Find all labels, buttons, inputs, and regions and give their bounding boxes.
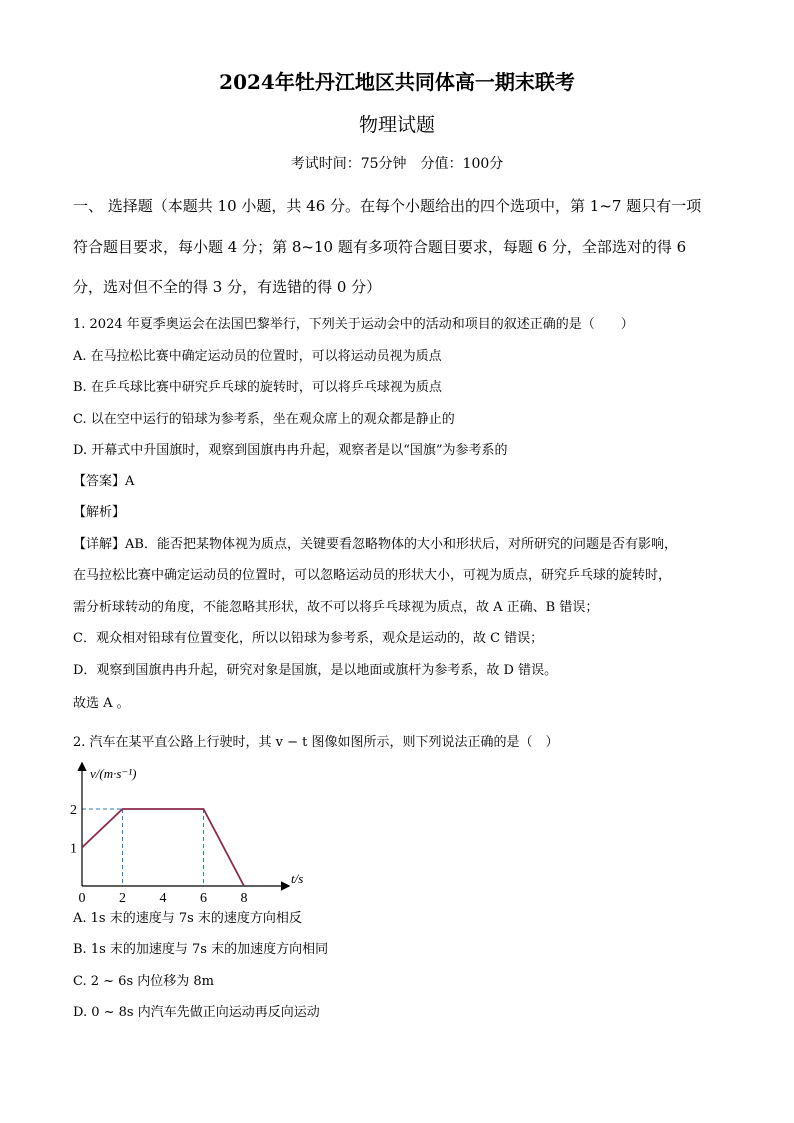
question-2-option-a: A. 1s 末的速度与 7s 末的速度方向相反	[73, 911, 302, 926]
dashed-guides	[82, 809, 204, 886]
section-heading-line: 符合题目要求，每小题 4 分；第 8~10 题有多项符合题目要求，每题 6 分，全部选对的得 6	[73, 238, 687, 256]
section-heading-line: 一、 选择题（本题共 10 小题，共 46 分。在每个小题给出的四个选项中，第 1~7 题只有一项	[73, 197, 702, 215]
question-2-option-b: B. 1s 末的加速度与 7s 末的加速度方向相同	[73, 942, 329, 957]
question-1-explanation-line: 需分析球转动的角度，不能忽略其形状，故不可以将乒乓球视为质点，故 A 正确、B 错误；	[73, 600, 599, 615]
question-1-option-c: C. 以在空中运行的铅球为参考系，坐在观众席上的观众都是静止的	[73, 412, 455, 427]
question-1-analysis-label: 【解析】	[73, 505, 126, 520]
question-1-option-b: B. 在乒乓球比赛中研究乒乓球的旋转时，可以将乒乓球视为质点	[73, 380, 442, 395]
section-heading-line: 分，选对但不全的得 3 分，有选错的得 0 分）	[73, 278, 382, 296]
tick-labels	[70, 803, 248, 906]
y-tick-label: 2	[70, 803, 77, 818]
question-1-conclusion: 故选 A 。	[73, 696, 130, 711]
question-2-stem: 2. 汽车在某平直公路上行驶时，其 v − t 图像如图所示，则下列说法正确的是（ ）	[73, 735, 559, 750]
question-1-explanation-line: C．观众相对铅球有位置变化，所以以铅球为参考系，观众是运动的，故 C 错误；	[73, 631, 544, 646]
question-1-stem: 1. 2024 年夏季奥运会在法国巴黎举行，下列关于运动会中的活动和项目的叙述正确的是（ ）	[73, 317, 634, 332]
vt-graph	[68, 758, 318, 906]
question-2-option-d: D. 0 ~ 8s 内汽车先做正向运动再反向运动	[73, 1005, 320, 1020]
exam-info: 考试时间：75分钟 分值：100分	[290, 156, 504, 172]
x-axis-label: t/s	[291, 871, 304, 886]
x-tick-label: 2	[119, 891, 126, 906]
question-1-option-a: A. 在马拉松比赛中确定运动员的位置时，可以将运动员视为质点	[73, 349, 442, 364]
subject-title: 物理试题	[358, 114, 435, 136]
page-title: 2024年牡丹江地区共同体高一期末联考	[219, 70, 575, 94]
question-1-explanation-line: 【详解】AB．能否把某物体视为质点，关键要看忽略物体的大小和形状后，对所研究的问题是否有影响，	[73, 537, 677, 552]
question-1-option-d: D. 开幕式中升国旗时，观察到国旗冉冉升起，观察者是以“国旗”为参考系的	[73, 443, 508, 458]
x-tick-label: 8	[240, 891, 248, 906]
question-1-explanation-line: D．观察到国旗冉冉升起，研究对象是国旗，是以地面或旗杆为参考系，故 D 错误。	[73, 663, 558, 678]
velocity-series-line	[82, 809, 244, 886]
y-tick-label: 1	[70, 841, 77, 857]
x-tick-label: 6	[200, 891, 207, 906]
y-axis-label: v/(m·s⁻¹)	[90, 766, 137, 781]
x-tick-label: 4	[159, 891, 167, 906]
question-1-explanation-line: 在马拉松比赛中确定运动员的位置时，可以忽略运动员的形状大小，可视为质点，研究乒乓球的旋转时，	[73, 568, 672, 583]
question-2-option-c: C. 2 ~ 6s 内位移为 8m	[73, 974, 214, 989]
question-1-answer: 【答案】A	[73, 474, 135, 489]
x-tick-label: 0	[78, 891, 86, 906]
